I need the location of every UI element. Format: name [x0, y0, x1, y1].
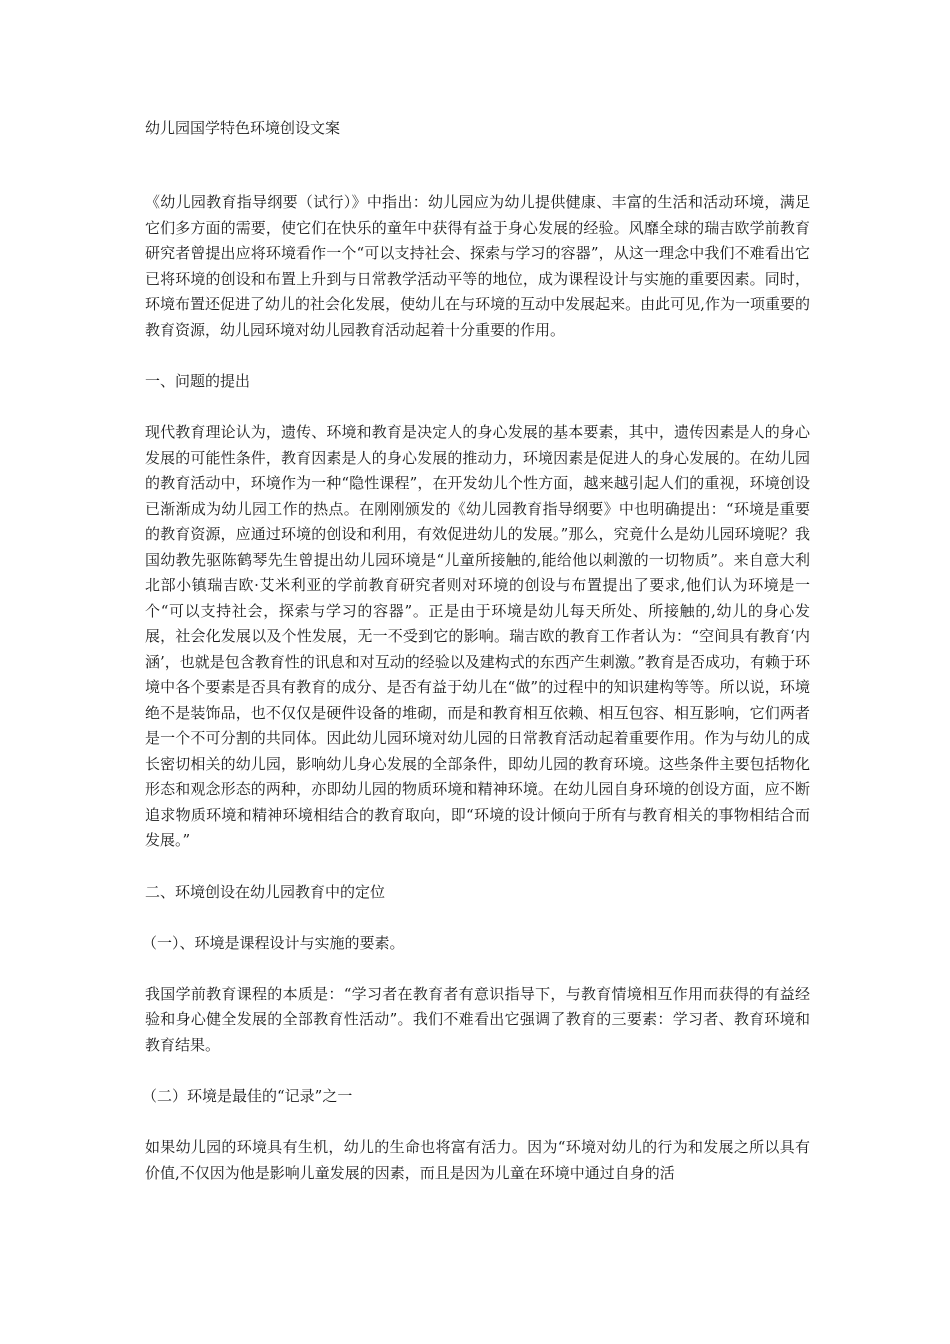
subsection-2-paragraph: 如果幼儿园的环境具有生机，幼儿的生命也将富有活力。因为“环境对幼儿的行为和发展之所以具有价值,不仅因为他是影响儿童发展的因素，而且是因为儿童在环境中通过自身的活 — [145, 1138, 810, 1182]
document-page — [142, 116, 810, 1212]
intro-paragraph: 《幼儿园教育指导纲要（试行）》中指出：幼儿园应为幼儿提供健康、丰富的生活和活动环境，满足它们多方面的需要，使它们在快乐的童年中获得有益于身心发展的经验。风靡全球的瑞吉欧学前教育研究者曾提出应将环境看作一个“可以支持社会、探索与学习的容器”，从这一理念中我们不难看出它已将环境的创设和布置上升到与日常教学活动平等的地位，成为课程设计与实施的重要因素。同时，环境布置还促进了幼儿的社会化发展，使幼儿在与环境的互动中发展起来。由此可见,作为一项重要的教育资源，幼儿园环境对幼儿园教育活动起着十分重要的作用。 — [145, 193, 810, 339]
section-1-paragraph: 现代教育理论认为，遗传、环境和教育是决定人的身心发展的基本要素，其中，遗传因素是人的身心发展的可能性条件，教育因素是人的身心发展的推动力，环境因素是促进人的身心发展的。在幼儿园的教育活动中，环境作为一种“隐性课程”，在开发幼儿个性方面，越来越引起人们的重视，环境创设已渐渐成为幼儿园工作的热点。在刚刚颁发的《幼儿园教育指导纲要》中也明确提出：“环境是重要的教育资源，应通过环境的创设和利用，有效促进幼儿的发展。”那么，究竟什么是幼儿园环境呢？我国幼教先驱陈鹤琴先生曾提出幼儿园环境是“儿童所接触的,能给他以刺激的一切物质”。来自意大利北部小镇瑞吉欧·艾米利亚的学前教育研究者则对环境的创设与布置提出了要求,他们认为环境是一个“可以支持社会，探索与学习的容器”。正是由于环境是幼儿每天所处、所接触的,幼儿的身心发展，社会化发展以及个性发展，无一不受到它的影响。瑞吉欧的教育工作者认为：“空间具有教育‘内涵’，也就是包含教育性的讯息和对互动的经验以及建构式的东西产生刺激。”教育是否成功，有赖于环境中各个要素是否具有教育的成分、是否有益于幼儿在“做”的过程中的知识建构等等。所以说，环境绝不是装饰品，也不仅仅是硬件设备的堆砌，而是和教育相互依赖、相互包容、相互影响，它们两者是一个不可分割的共同体。因此幼儿园环境对幼儿园的日常教育活动起着重要作用。作为与幼儿的成长密切相关的幼儿园，影响幼儿身心发展的全部条件，即幼儿园的教育环境。这些条件主要包括物化形态和观念形态的两种，亦即幼儿园的物质环境和精神环境。在幼儿园自身环境的创设方面，应不断追求物质环境和精神环境相结合的教育取向，即“环境的设计倾向于所有与教育相关的事物相结合而发展。” — [145, 423, 810, 849]
subsection-1-heading: （一）、环境是课程设计与实施的要素。 — [142, 933, 405, 952]
subsection-1-paragraph: 我国学前教育课程的本质是：“学习者在教育者有意识指导下，与教育情境相互作用而获得的有益经验和身心健全发展的全部教育性活动”。我们不难看出它强调了教育的三要素：学习者、教育环境和教育结果。 — [145, 984, 810, 1054]
section-2-heading: 二、环境创设在幼儿园教育中的定位 — [145, 882, 386, 901]
section-1-heading: 一、问题的提出 — [145, 372, 251, 390]
document-title: 幼儿园国学特色环境创设文案 — [145, 119, 341, 137]
subsection-2-heading: （二）环境是最佳的“记录”之一 — [142, 1087, 353, 1105]
